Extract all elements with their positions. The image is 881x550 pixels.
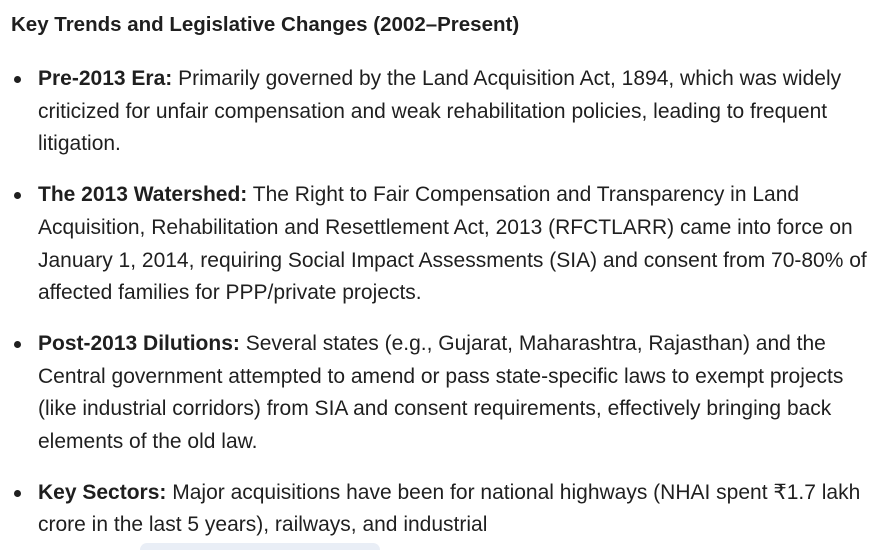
list-item — [0, 328, 881, 459]
item-text: The Right to Fair Compensation and Transparency in Land Acquisition, Rehabilitation and Resettlement Act, 2013 (RFCTLARR) came into force on January 1, 2014, requiring Social Impact Assessments (SIA) and consent from 70-80% of affected families for PPP/private projects. — [38, 183, 867, 305]
item-term: Pre-2013 Era: — [38, 67, 173, 90]
bullet-icon — [14, 192, 21, 199]
list-item — [0, 477, 881, 542]
list-item — [0, 63, 881, 161]
item-term: The 2013 Watershed: — [38, 183, 248, 207]
scroll-fade-overlay — [140, 543, 380, 550]
list-item — [0, 179, 881, 310]
section-heading: Key Trends and Legislative Changes (2002–Present) — [11, 13, 520, 36]
item-term: Post-2013 Dilutions: — [38, 331, 240, 355]
bullet-icon — [14, 490, 21, 497]
bullet-icon — [14, 341, 21, 348]
item-text: Several states (e.g., Gujarat, Maharashtra, Rajasthan) and the Central government attempted to amend or pass state-specific laws to exempt projects (like industrial corridors) from SIA and consent requirements, effectively bringing back elements of the old law. — [38, 331, 844, 454]
bullet-icon — [14, 76, 21, 83]
item-term: Key Sectors: — [38, 480, 167, 504]
trends-list — [0, 63, 881, 550]
item-text: Primarily governed by the Land Acquisition Act, 1894, which was widely criticized for unfair compensation and weak rehabilitation policies, leading to frequent litigation. — [38, 67, 842, 156]
item-text: Major acquisitions have been for national highways (NHAI spent ₹1.7 lakh crore in the last 5 years), railways, and industrial — [38, 480, 861, 537]
